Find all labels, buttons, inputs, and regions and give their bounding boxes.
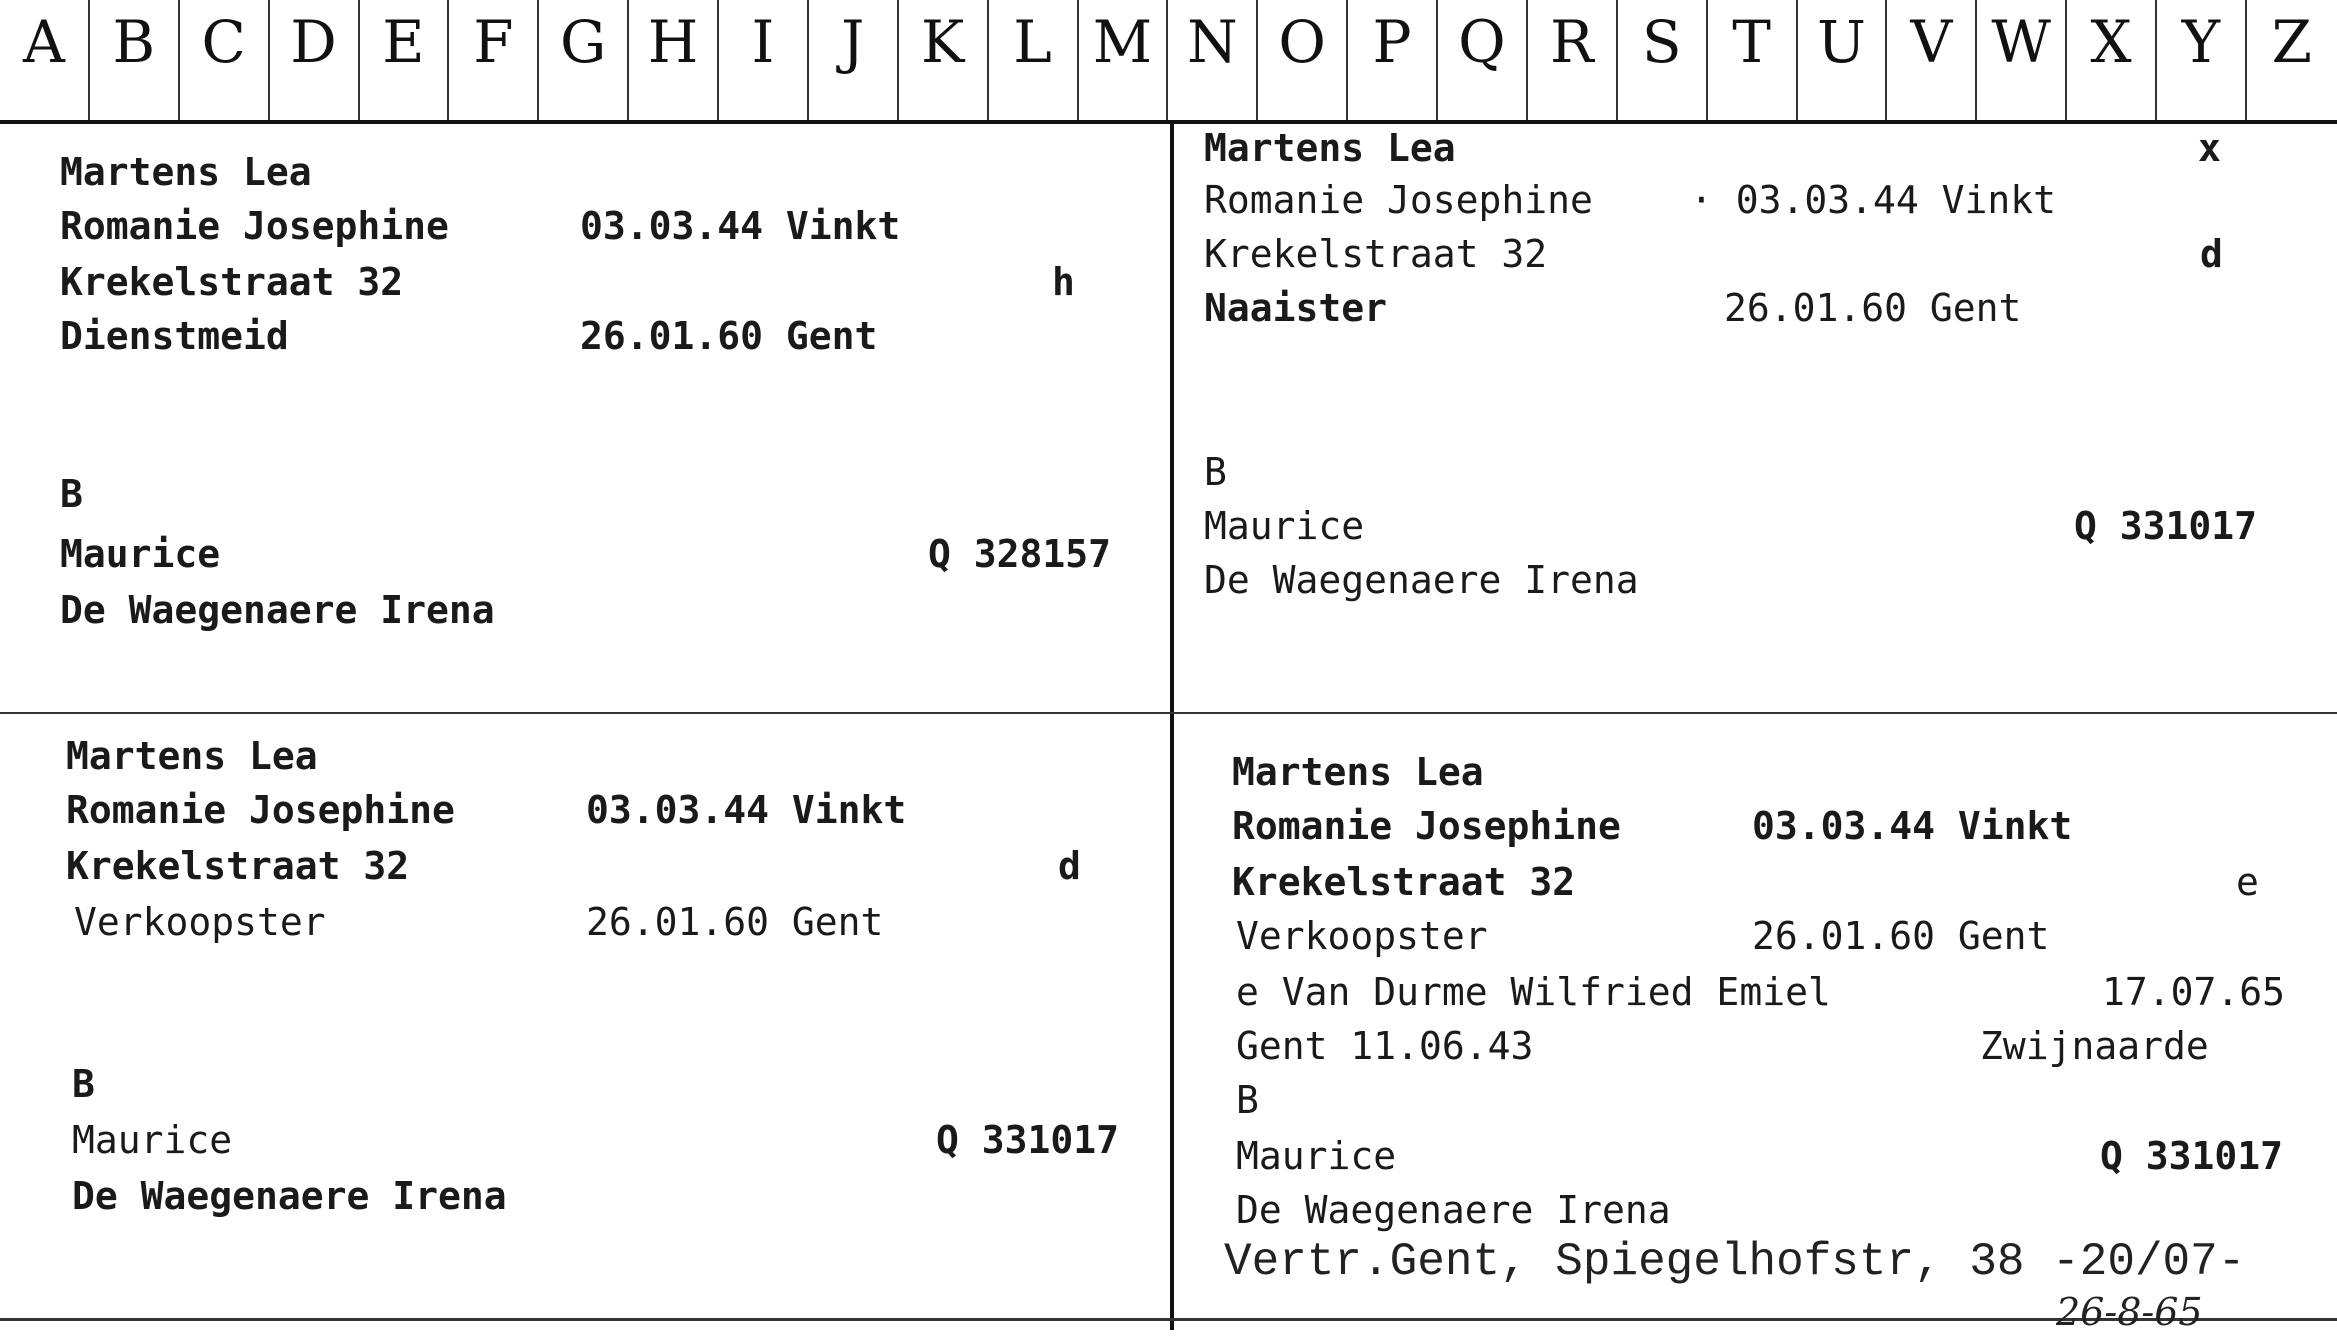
card-ref: Q 328157 [928, 532, 1112, 576]
card-father: Maurice [1236, 1134, 1397, 1178]
card-code: d [2200, 232, 2223, 276]
card-bottom-left [0, 714, 1170, 1318]
index-letter-i: I [719, 0, 809, 120]
card-spouse: e Van Durme Wilfried Emiel [1236, 970, 1831, 1014]
index-letter-w: W [1977, 0, 2067, 120]
card-registered: 26.01.60 Gent [586, 900, 884, 944]
index-letter-k: K [899, 0, 989, 120]
card-birth: · 03.03.44 Vinkt [1690, 178, 2057, 222]
card-registered: 26.01.60 Gent [580, 314, 878, 358]
card-registered: 26.01.60 Gent [1752, 914, 2050, 958]
card-b-label: B [60, 472, 83, 516]
index-letter-g: G [539, 0, 629, 120]
card-given-names: Romanie Josephine [1232, 804, 1621, 848]
card-birth: 03.03.44 Vinkt [586, 788, 907, 832]
index-letter-j: J [809, 0, 899, 120]
card-code: d [1058, 844, 1081, 888]
card-top-right [1174, 120, 2337, 712]
card-b-label: B [72, 1062, 95, 1106]
card-address: Krekelstraat 32 [66, 844, 410, 888]
index-letter-d: D [270, 0, 360, 120]
card-birth: 03.03.44 Vinkt [580, 204, 901, 248]
card-handwritten-date: 26-8-65 [2056, 1290, 2203, 1334]
card-mother: De Waegenaere Irena [1204, 558, 1639, 602]
index-letter-x: X [2067, 0, 2157, 120]
index-letter-r: R [1528, 0, 1618, 120]
index-letter-e: E [360, 0, 450, 120]
card-father: Maurice [72, 1118, 233, 1162]
index-letter-y: Y [2157, 0, 2247, 120]
index-letter-h: H [629, 0, 719, 120]
index-letter-z: Z [2271, 8, 2312, 76]
index-letter-s: S [1618, 0, 1708, 120]
card-code: e [2236, 860, 2259, 904]
card-father: Maurice [60, 532, 221, 576]
index-letter-p: P [1348, 0, 1438, 120]
card-registered: 26.01.60 Gent [1724, 286, 2022, 330]
card-ref: Q 331017 [2074, 504, 2258, 548]
card-marriage-place: Zwijnaarde [1980, 1024, 2209, 1068]
card-mother: De Waegenaere Irena [60, 588, 495, 632]
card-given-names: Romanie Josephine [60, 204, 449, 248]
index-letter-a: A [0, 0, 90, 120]
card-surname: Martens Lea [1232, 750, 1484, 794]
index-letter-f: F [449, 0, 539, 120]
card-father: Maurice [1204, 504, 1365, 548]
card-occupation: Dienstmeid [60, 314, 289, 358]
card-ref: Q 331017 [2100, 1134, 2284, 1178]
card-ref: Q 331017 [936, 1118, 1120, 1162]
card-mother: De Waegenaere Irena [72, 1174, 507, 1218]
index-letter-q: Q [1438, 0, 1528, 120]
index-letter-b: B [90, 0, 180, 120]
card-b-label: B [1204, 450, 1227, 494]
card-b-label: B [1236, 1078, 1259, 1122]
card-surname: Martens Lea [66, 734, 318, 778]
card-given-names: Romanie Josephine [1204, 178, 1593, 222]
card-birth: 03.03.44 Vinkt [1752, 804, 2073, 848]
card-address: Krekelstraat 32 [1204, 232, 1548, 276]
card-spouse-birth: Gent 11.06.43 [1236, 1024, 1534, 1068]
card-departure-note: Vertr.Gent, Spiegelhofstr, 38 -20/07- [1224, 1236, 2246, 1288]
card-marriage-date: 17.07.65 [2102, 970, 2286, 1014]
index-letter-m: M [1079, 0, 1169, 120]
card-surname: Martens Lea [60, 150, 312, 194]
index-letter-l: L [989, 0, 1079, 120]
index-letter-c: C [180, 0, 270, 120]
card-occupation: Verkoopster [74, 900, 326, 944]
card-address: Krekelstraat 32 [60, 260, 404, 304]
card-mark: x [2198, 126, 2221, 170]
index-letter-t: T [1708, 0, 1798, 120]
bottom-divider [0, 1318, 2337, 1321]
card-given-names: Romanie Josephine [66, 788, 455, 832]
card-address: Krekelstraat 32 [1232, 860, 1576, 904]
card-top-left [0, 120, 1170, 712]
card-bottom-right [1174, 714, 2337, 1334]
alphabet-index-bar [0, 0, 2337, 124]
card-mother: De Waegenaere Irena [1236, 1188, 1671, 1232]
index-letter-u: U [1798, 0, 1888, 120]
index-letter-v: V [1887, 0, 1977, 120]
card-occupation: Verkoopster [1236, 914, 1488, 958]
card-code: h [1052, 260, 1075, 304]
index-letter-n: N [1168, 0, 1258, 120]
index-letter-o: O [1258, 0, 1348, 120]
card-occupation: Naaister [1204, 286, 1388, 330]
card-surname: Martens Lea [1204, 126, 1456, 170]
